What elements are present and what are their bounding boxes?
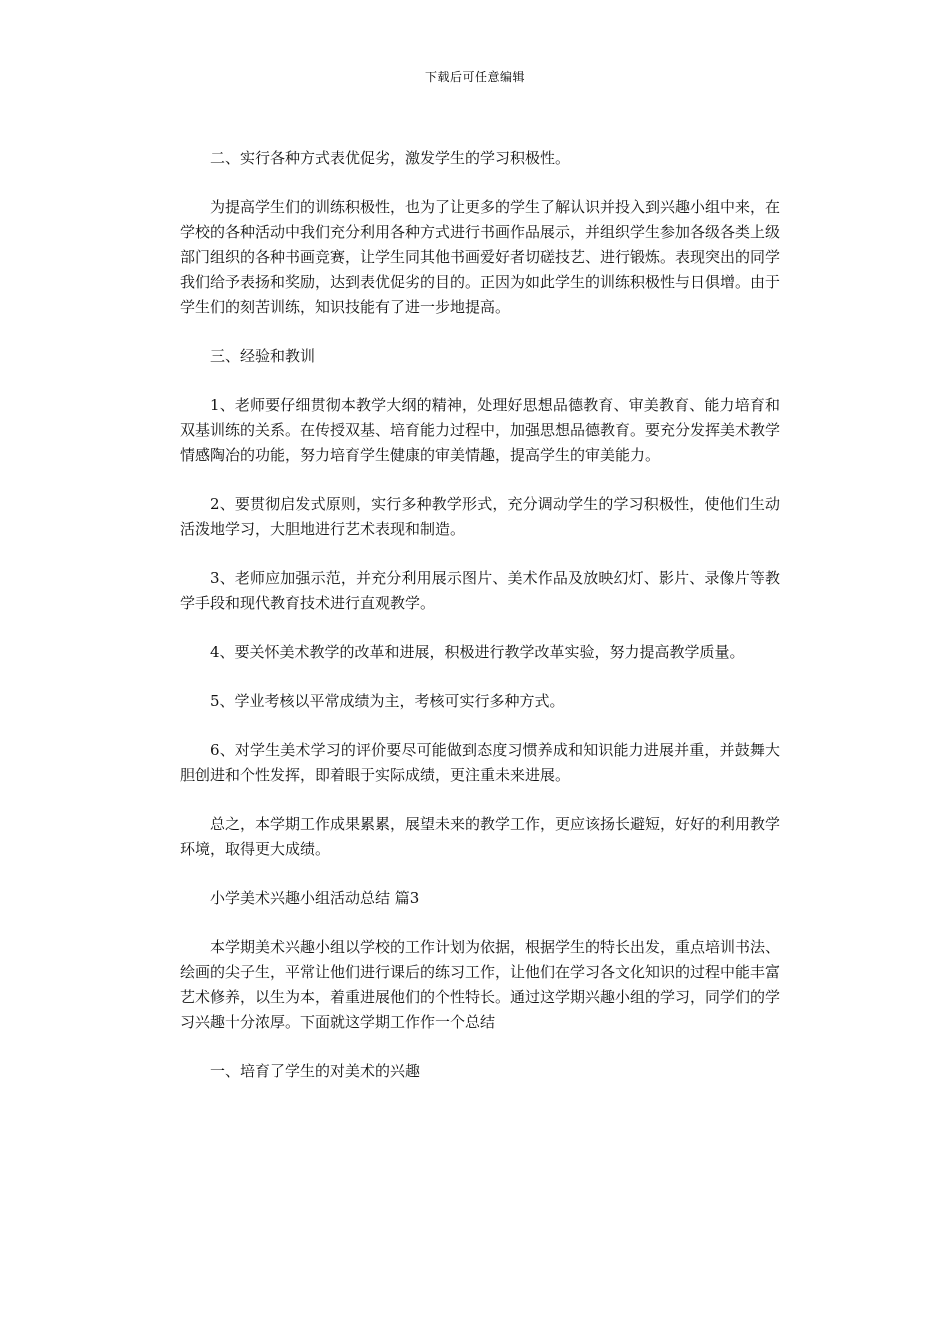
section-heading-1: 一、培育了学生的对美术的兴趣 xyxy=(210,1062,421,1080)
summary-paragraph: 总之，本学期工作成果累累，展望未来的教学工作，更应该扬长避短，好好的利用教学环境，取得更大成绩。 xyxy=(180,815,781,858)
list-item-1: 1、老师要仔细贯彻本教学大纲的精神，处理好思想品德教育、审美教育、能力培育和双基训练的关系。在传授双基、培育能力过程中，加强思想品德教育。要充分发挥美术教学情感陶冶的功能，努力培育学生健康的审美情趣，提高学生的审美能力。 xyxy=(180,396,781,464)
article-title: 小学美术兴趣小组活动总结 篇3 xyxy=(210,889,420,907)
section-heading-2: 二、实行各种方式表优促劣，激发学生的学习积极性。 xyxy=(210,149,571,167)
list-item-4: 4、要关怀美术教学的改革和进展，积极进行教学改革实验，努力提高教学质量。 xyxy=(210,643,745,661)
list-item-6: 6、对学生美术学习的评价要尽可能做到态度习惯养成和知识能力进展并重，并鼓舞大胆创进和个性发挥，即着眼于实际成绩，更注重未来进展。 xyxy=(180,741,780,784)
list-item-3: 3、老师应加强示范，并充分利用展示图片、美术作品及放映幻灯、影片、录像片等教学手段和现代教育技术进行直观教学。 xyxy=(180,569,780,612)
body-paragraph: 为提高学生们的训练积极性，也为了让更多的学生了解认识并投入到兴趣小组中来，在学校的各种活动中我们充分利用各种方式进行书画作品展示，并组织学生参加各级各类上级部门组织的各种书画竞赛，让学生同其他书画爱好者切磋技艺、进行锻炼。表现突出的同学我们给予表扬和奖励，达到表优促劣的目的。正因为如此学生的训练积极性与日俱增。由于学生们的刻苦训练，知识技能有了进一步地提高。 xyxy=(180,198,781,316)
section-heading-3: 三、经验和教训 xyxy=(210,347,316,365)
list-item-5: 5、学业考核以平常成绩为主，考核可实行多种方式。 xyxy=(210,692,565,710)
list-item-2: 2、要贯彻启发式原则，实行多种教学形式，充分调动学生的学习积极性，使他们生动活泼地学习，大胆地进行艺术表现和制造。 xyxy=(180,495,780,538)
document-body xyxy=(180,146,780,1108)
intro-paragraph: 本学期美术兴趣小组以学校的工作计划为依据，根据学生的特长出发，重点培训书法、绘画的尖子生，平常让他们进行课后的练习工作，让他们在学习各文化知识的过程中能丰富艺术修养，以生为本，着重进展他们的个性特长。通过这学期兴趣小组的学习，同学们的学习兴趣十分浓厚。下面就这学期工作作一个总结 xyxy=(180,938,781,1031)
page-header: 下载后可任意编辑 xyxy=(424,70,525,84)
